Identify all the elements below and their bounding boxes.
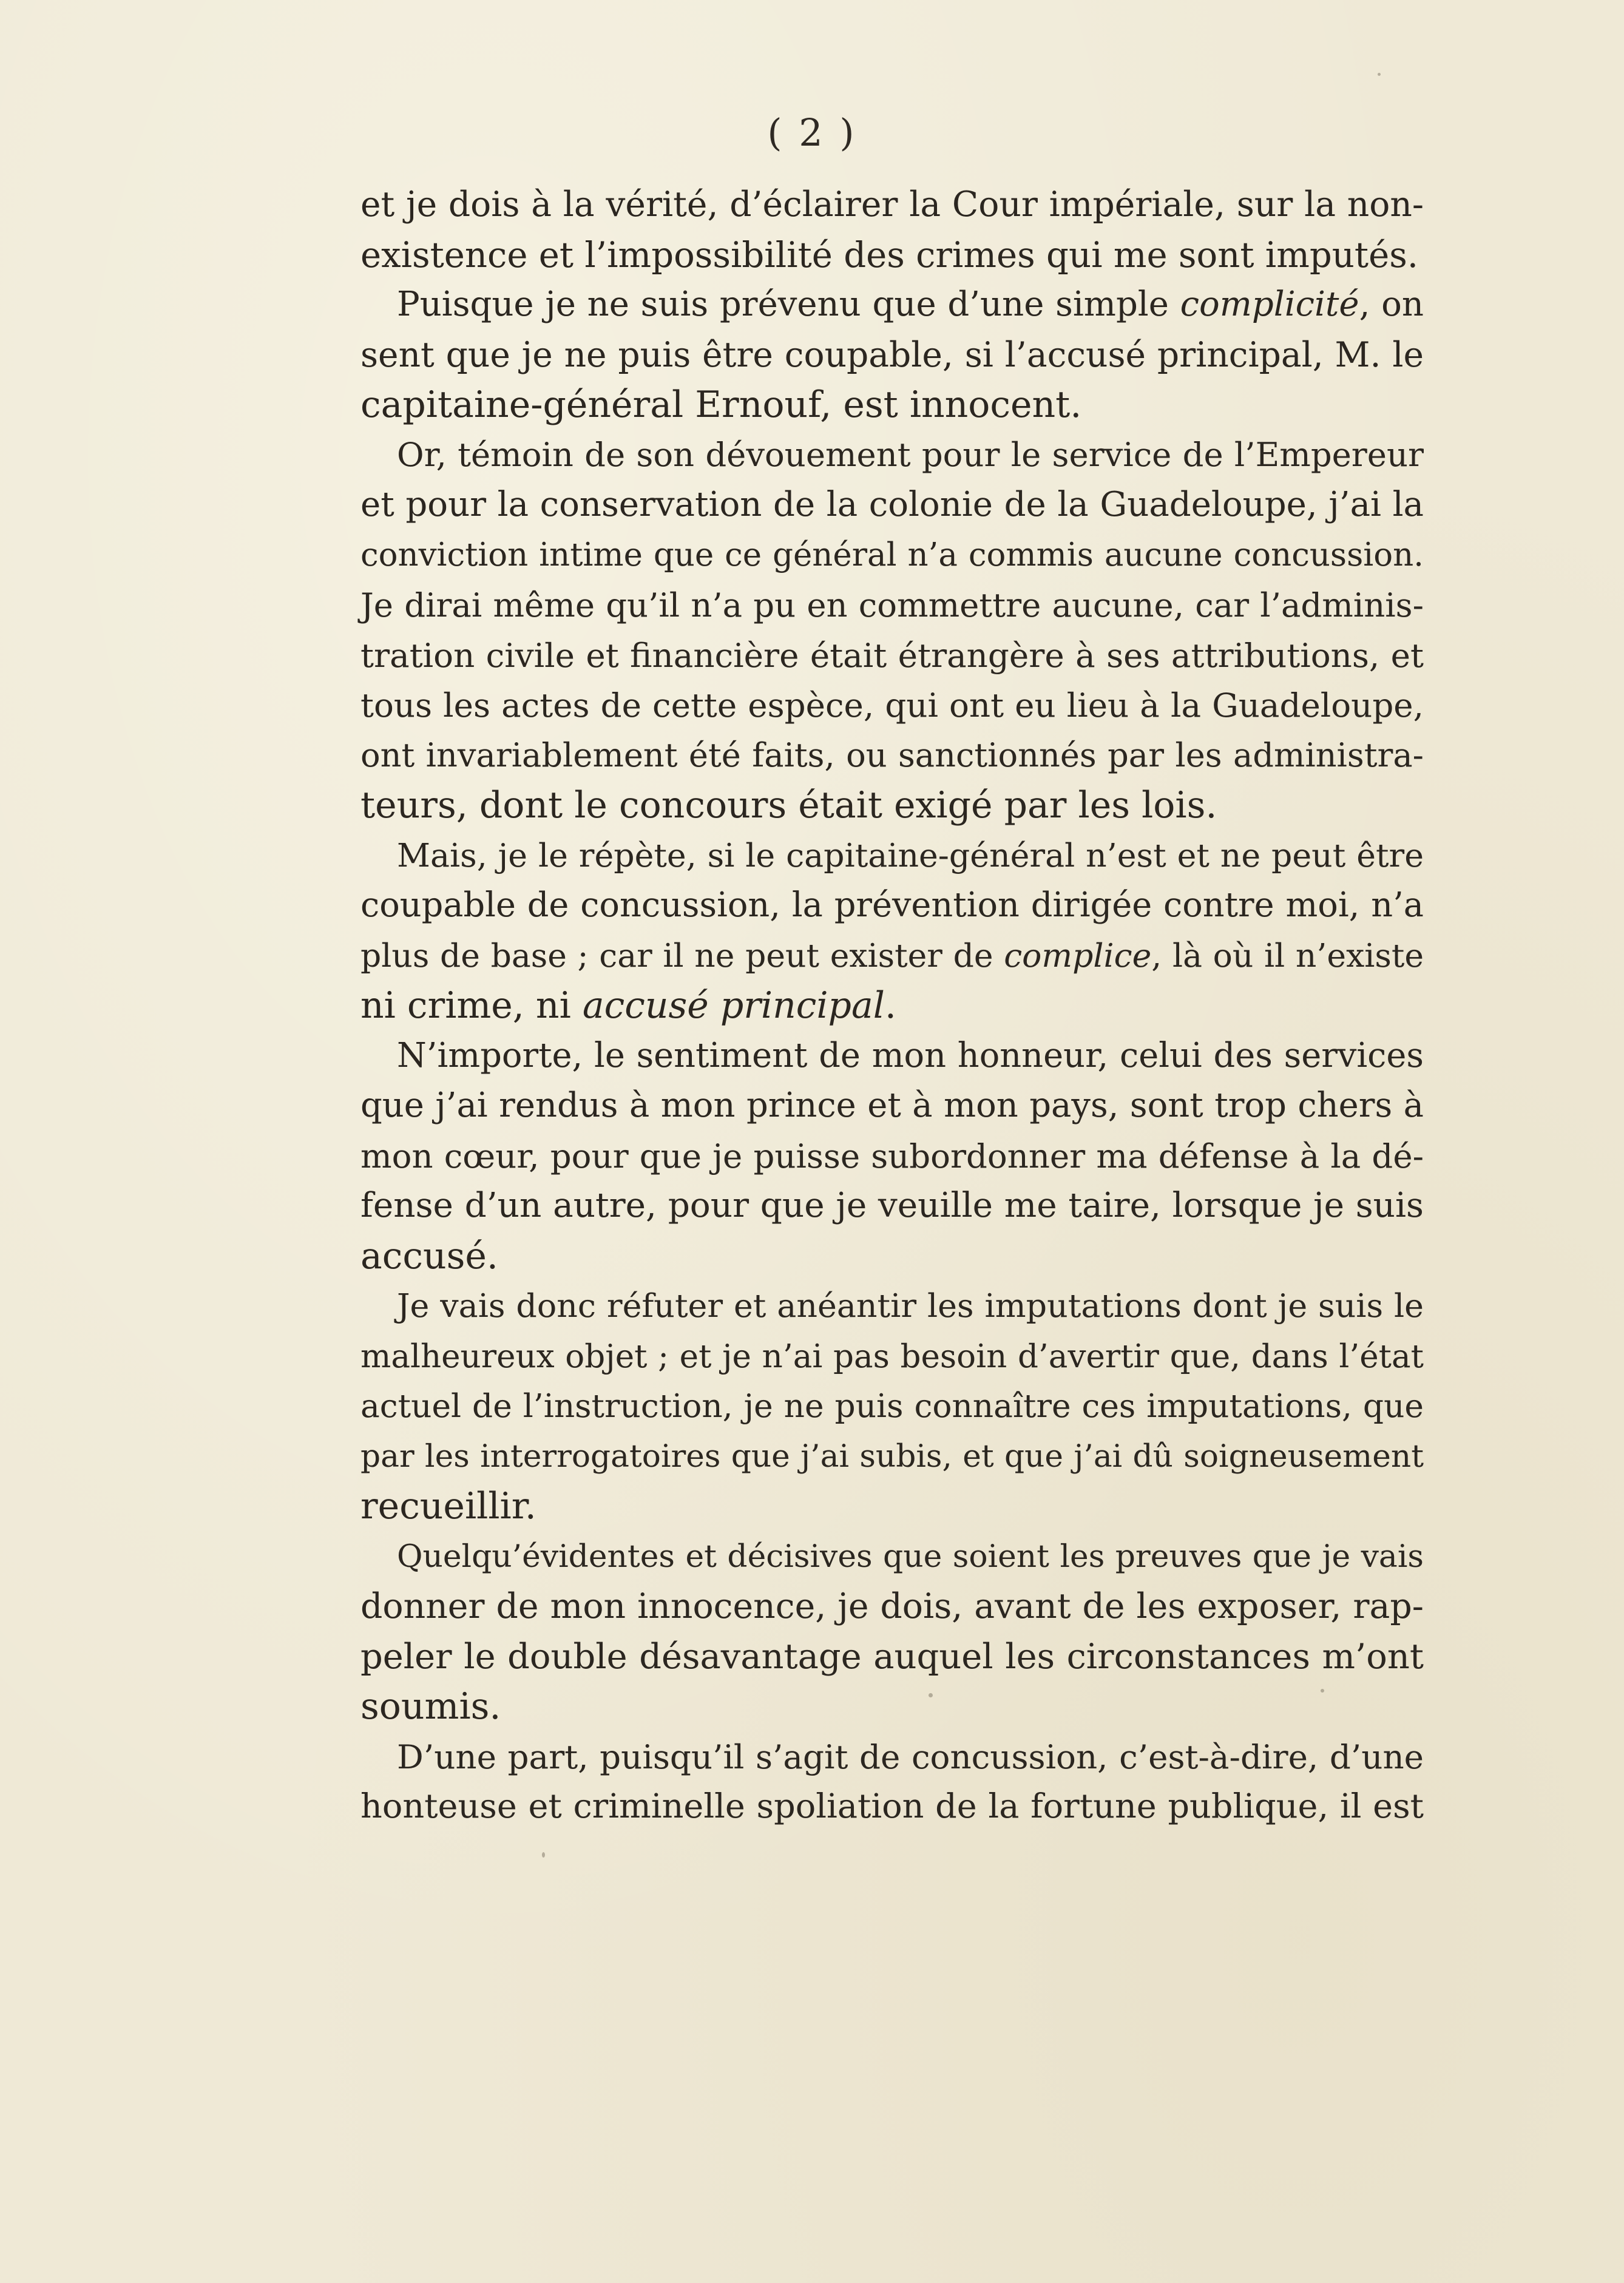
text-line: [360, 981, 1424, 1031]
text-line: [360, 280, 1424, 330]
text-line: sent que je ne puis être coupable, si l’accusé principal, M. le: [360, 334, 1424, 375]
text-segment: plus de base ; car il ne peut exister de: [360, 936, 1004, 975]
text-line: tous les actes de cette espèce, qui ont eu lieu à la Guadeloupe,: [360, 686, 1424, 725]
text-line: fense d’un autre, pour que je veuille me taire, lorsque je suis: [360, 1186, 1424, 1225]
text-line: Je vais donc réfuter et anéantir les imputations dont je suis le: [397, 1287, 1424, 1325]
text-line: recueillir.: [360, 1485, 536, 1527]
text-line: Quelqu’évidentes et décisives que soient les preuves que je vais: [397, 1538, 1424, 1575]
page-number: ( 2 ): [767, 110, 857, 155]
text-line: par les interrogatoires que j’ai subis, et que j’ai dû soigneusement: [360, 1438, 1424, 1475]
text-line: que j’ai rendus à mon prince et à mon pays, sont trop chers à: [360, 1086, 1424, 1125]
text-line: N’importe, le sentiment de mon honneur, celui des services: [397, 1035, 1424, 1075]
text-line: malheureux objet ; et je n’ai pas besoin d’avertir que, dans l’état: [360, 1337, 1424, 1375]
text-line: Mais, je le répète, si le capitaine-général n’est et ne peut être: [397, 836, 1424, 874]
italic-term: accusé principal: [582, 984, 885, 1027]
text-line: soumis.: [360, 1685, 501, 1728]
paper-speck: [1321, 1689, 1324, 1693]
text-segment: .: [884, 984, 896, 1027]
paper-speck: [542, 1852, 545, 1858]
italic-term: complice: [1004, 936, 1152, 975]
text-segment: , là où il n’existe: [1151, 936, 1424, 975]
text-line: Or, témoin de son dévouement pour le service de l’Empereur: [397, 435, 1424, 474]
text-line: teurs, dont le concours était exigé par les lois.: [360, 784, 1217, 827]
body-text: [360, 180, 1424, 1832]
text-line: conviction intime que ce général n’a commis aucune concussion.: [360, 536, 1424, 573]
text-line: ont invariablement été faits, ou sanctionnés par les administra-: [360, 736, 1424, 774]
text-line: D’une part, puisqu’il s’agit de concussion, c’est-à-dire, d’une: [397, 1737, 1424, 1776]
text-line: et je dois à la vérité, d’éclairer la Cour impériale, sur la non-: [360, 184, 1424, 225]
text-line: [360, 931, 1424, 981]
paper-speck: [929, 1693, 933, 1697]
text-line: actuel de l’instruction, je ne puis connaître ces imputations, que: [360, 1387, 1424, 1425]
text-line: honteuse et criminelle spoliation de la fortune publique, il est: [360, 1787, 1424, 1826]
text-line: existence et l’impossibilité des crimes qui me sont imputés.: [360, 234, 1419, 276]
text-line: peler le double désavantage auquel les circonstances m’ont: [360, 1635, 1424, 1677]
text-line: donner de mon innocence, je dois, avant de les exposer, rap-: [360, 1586, 1424, 1626]
paper-speck: [1378, 73, 1381, 76]
text-line: capitaine-général Ernouf, est innocent.: [360, 384, 1082, 426]
text-line: accusé.: [360, 1234, 498, 1277]
text-line: mon cœur, pour que je puisse subordonner ma défense à la dé-: [360, 1136, 1424, 1175]
text-segment: Puisque je ne suis prévenu que d’une simple: [397, 285, 1180, 324]
text-line: et pour la conservation de la colonie de la Guadeloupe, j’ai la: [360, 485, 1424, 524]
text-line: coupable de concussion, la prévention dirigée contre moi, n’a: [360, 885, 1424, 925]
text-line: tration civile et financière était étrangère à ses attributions, et: [360, 635, 1424, 675]
text-line: Je dirai même qu’il n’a pu en commettre aucune, car l’adminis-: [360, 586, 1424, 624]
text-segment: ni crime, ni: [360, 984, 583, 1027]
text-segment: , on: [1359, 285, 1424, 324]
italic-term: complicité: [1180, 285, 1359, 324]
